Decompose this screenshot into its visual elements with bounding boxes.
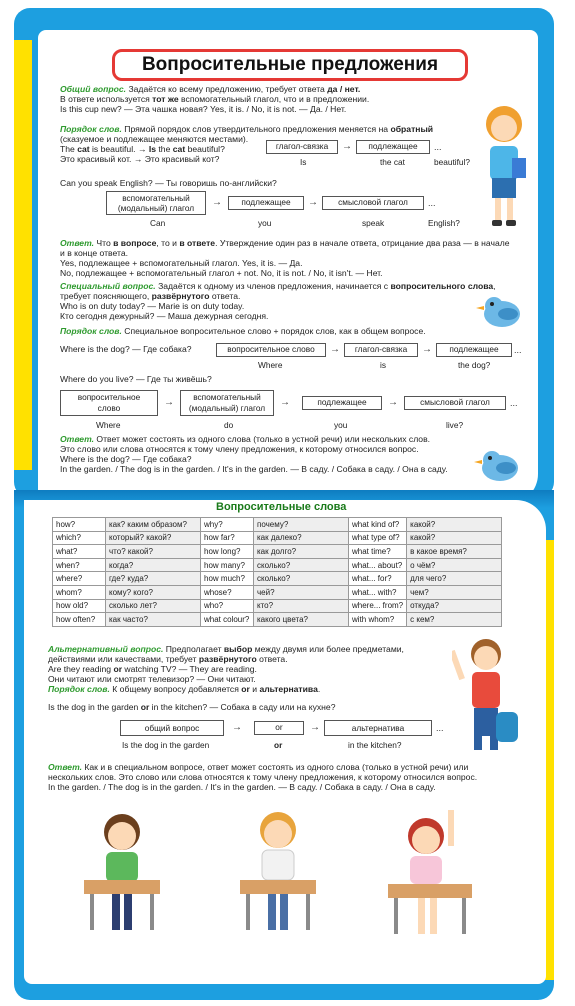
translation-cell: какой? xyxy=(407,531,502,545)
table-row xyxy=(53,599,502,613)
alt-answer-3: In the garden. / The dog is in the garden. / It's in the garden. — В саду. / Собака в саду. / Она в саду. xyxy=(48,782,436,792)
special-answer-1: Ответ. Ответ может состоять из одного слова (только в устной речи) или нескольких слов. xyxy=(60,434,431,444)
girl-illustration xyxy=(478,102,530,230)
page-title-box xyxy=(112,49,468,81)
table-title: Вопросительные слова xyxy=(216,501,347,513)
alt-line-2: действиями или качествами, требует развёрнутого ответа. xyxy=(48,654,288,664)
word-in-the-kitchen: in the kitchen? xyxy=(348,740,402,750)
special-answer-3: Where is the dog? — Где собака? xyxy=(60,454,192,464)
boy-at-desk-illustration xyxy=(82,810,162,940)
special-answer-2: Это слово или слова относятся к тому члену предложения, к которому относился вопрос. xyxy=(60,444,419,454)
alt-line-3: Are they reading or watching TV? — They are reading. xyxy=(48,664,257,674)
arrow-icon: → xyxy=(422,344,432,355)
box-main-verb: смысловой глагол xyxy=(322,196,424,210)
translation-cell: какого цвета? xyxy=(254,613,349,627)
word-the-cat: the cat xyxy=(380,157,405,167)
box-question-word: вопросительное слово xyxy=(216,343,326,357)
question-word-cell: when? xyxy=(53,558,106,572)
ellipsis-icon: ... xyxy=(514,345,522,355)
question-word-cell: how far? xyxy=(201,531,254,545)
arrow-icon: → xyxy=(280,397,290,408)
translation-cell: в какое время? xyxy=(407,545,502,559)
table-row xyxy=(53,545,502,559)
ellipsis-icon: ... xyxy=(436,723,444,733)
alt-line-1: Альтернативный вопрос. Предполагает выбор между двумя или более предметами, xyxy=(48,644,404,654)
question-word-cell: whom? xyxy=(53,585,106,599)
translation-cell: где? куда? xyxy=(106,572,201,586)
table-row xyxy=(53,518,502,532)
box-aux-verb: вспомогательный (модальный) глагол xyxy=(106,191,206,215)
question-word-cell: who? xyxy=(201,599,254,613)
general-example-1: The cat is beautiful. → Is the cat beautiful? xyxy=(60,144,225,154)
alt-line-4: Они читают или смотрят телевизор? — Они читают. xyxy=(48,674,256,684)
question-word-cell: what kind of? xyxy=(349,518,407,532)
general-order-2: (сказуемое и подлежащее меняются местами). xyxy=(60,134,249,144)
special-order: Порядок слов. Специальное вопросительное слово + порядок слов, как в общем вопросе. xyxy=(60,326,426,336)
table-row xyxy=(53,585,502,599)
translation-cell: сколько? xyxy=(254,558,349,572)
translation-cell: как? каким образом? xyxy=(106,518,201,532)
general-example-2: Это красивый кот. → Это красивый кот? xyxy=(60,154,220,164)
boy-illustration xyxy=(452,636,524,756)
special-line-4: Кто сегодня дежурный? — Маша дежурная сегодня. xyxy=(60,311,269,321)
special-line-2: требует поясняющего, развёрнутого ответа. xyxy=(60,291,241,301)
speak-question: Can you speak English? — Ты говоришь по-английски? xyxy=(60,178,277,188)
box-subject: подлежащее xyxy=(356,140,430,154)
decor-stripe xyxy=(14,40,32,470)
question-word-cell: whose? xyxy=(201,585,254,599)
general-line-2: В ответе используется тот же вспомогательный глагол, что и в предложении. xyxy=(60,94,370,104)
question-word-cell: with whom? xyxy=(349,613,407,627)
question-word-cell: what time? xyxy=(349,545,407,559)
question-word-cell: how much? xyxy=(201,572,254,586)
question-word-cell: how old? xyxy=(53,599,106,613)
question-word-cell: how many? xyxy=(201,558,254,572)
word-you: you xyxy=(258,218,272,228)
translation-cell: чей? xyxy=(254,585,349,599)
arrow-icon: → xyxy=(164,397,174,408)
question-word-cell: where? xyxy=(53,572,106,586)
question-word-cell: why? xyxy=(201,518,254,532)
box-subject: подлежащее xyxy=(302,396,382,410)
bird-illustration xyxy=(472,446,528,486)
ellipsis-icon: ... xyxy=(428,198,436,208)
box-main-verb: смысловой глагол xyxy=(404,396,506,410)
translation-cell: который? какой? xyxy=(106,531,201,545)
translation-cell: что? какой? xyxy=(106,545,201,559)
girl-raising-hand-illustration xyxy=(386,806,476,942)
translation-cell: когда? xyxy=(106,558,201,572)
word-beautiful: beautiful? xyxy=(434,157,470,167)
special-q1: Where is the dog? — Где собака? xyxy=(60,344,192,354)
translation-cell: сколько? xyxy=(254,572,349,586)
general-answer-4: No, подлежащее + вспомогательный глагол + not. No, it is not. / No, it isn't. — Нет. xyxy=(60,268,383,278)
question-word-cell: what... about? xyxy=(349,558,407,572)
question-word-cell: what type of? xyxy=(349,531,407,545)
word-you: you xyxy=(334,420,348,430)
arrow-icon: → xyxy=(232,722,242,733)
word-english: English? xyxy=(428,218,460,228)
translation-cell: для чего? xyxy=(407,572,502,586)
box-linking-verb: глагол-связка xyxy=(266,140,338,154)
question-word-cell: what... for? xyxy=(349,572,407,586)
word-is: is xyxy=(380,360,386,370)
box-linking-verb: глагол-связка xyxy=(344,343,418,357)
box-subject: подлежащее xyxy=(436,343,512,357)
translation-cell: откуда? xyxy=(407,599,502,613)
box-subject: подлежащее xyxy=(228,196,304,210)
translation-cell: как часто? xyxy=(106,613,201,627)
box-question-word: вопросительное слово xyxy=(60,390,158,416)
alt-answer-1: Ответ. Как и в специальном вопросе, ответ может состоять из одного слова (только в устной речи) или xyxy=(48,762,469,772)
arrow-icon: → xyxy=(308,197,318,208)
word-where: Where xyxy=(96,420,121,430)
translation-cell: кому? кого? xyxy=(106,585,201,599)
translation-cell: чем? xyxy=(407,585,502,599)
arrow-icon: → xyxy=(330,344,340,355)
question-word-cell: which? xyxy=(53,531,106,545)
alt-question: Is the dog in the garden or in the kitchen? — Собака в саду или на кухне? xyxy=(48,702,336,712)
table-row xyxy=(53,531,502,545)
word-live: live? xyxy=(446,420,464,430)
special-line-1: Специальный вопрос. Задаётся к одному из членов предложения, начинается с вопросительного слова, xyxy=(60,281,496,291)
question-word-cell: how long? xyxy=(201,545,254,559)
alt-order: Порядок слов. К общему вопросу добавляется or и альтернатива. xyxy=(48,684,321,694)
word-is-the-dog: Is the dog in the garden xyxy=(122,740,210,750)
general-answer-3: Yes, подлежащее + вспомогательный глагол. Yes, it is. — Да. xyxy=(60,258,303,268)
word-speak: speak xyxy=(362,218,385,228)
translation-cell: почему? xyxy=(254,518,349,532)
bird-illustration xyxy=(474,292,530,332)
special-q2: Where do you live? — Где ты живёшь? xyxy=(60,374,212,384)
box-or: or xyxy=(254,721,304,735)
question-word-cell: what colour? xyxy=(201,613,254,627)
special-answer-4: In the garden. / The dog is in the garden. / It's in the garden. — В саду. / Собака в саду. / Она в саду. xyxy=(60,464,448,474)
question-words-table xyxy=(52,517,502,627)
translation-cell: с кем? xyxy=(407,613,502,627)
table-row xyxy=(53,572,502,586)
question-word-cell: what? xyxy=(53,545,106,559)
table-row xyxy=(53,613,502,627)
question-word-cell: where... from? xyxy=(349,599,407,613)
word-do: do xyxy=(224,420,234,430)
translation-cell: как далеко? xyxy=(254,531,349,545)
translation-cell: какой? xyxy=(407,518,502,532)
special-line-3: Who is on duty today? — Marie is on duty today. xyxy=(60,301,245,311)
word-or: or xyxy=(274,740,283,750)
translation-cell: кто? xyxy=(254,599,349,613)
general-line-1: Общий вопрос. Задаётся ко всему предложению, требует ответа да / нет. xyxy=(60,84,361,94)
question-word-cell: how often? xyxy=(53,613,106,627)
word-the-dog: the dog? xyxy=(458,360,491,370)
general-answer-2: и в конце ответа. xyxy=(60,248,129,258)
arrow-icon: → xyxy=(342,141,352,152)
translation-cell: сколько лет? xyxy=(106,599,201,613)
general-answer-1: Ответ. Что в вопросе, то и в ответе. Утверждение один раз в начале ответа, отрицание два раза — в начале xyxy=(60,238,510,248)
word-is: Is xyxy=(300,157,307,167)
box-general-question: общий вопрос xyxy=(120,720,224,736)
boy-writing-illustration xyxy=(238,808,318,940)
general-order-1: Порядок слов. Прямой порядок слов утвердительного предложения меняется на обратный xyxy=(60,124,434,134)
table-row xyxy=(53,558,502,572)
box-alternative: альтернатива xyxy=(324,720,432,736)
arrow-icon: → xyxy=(310,722,320,733)
translation-cell: о чём? xyxy=(407,558,502,572)
word-where: Where xyxy=(258,360,283,370)
translation-cell: как долго? xyxy=(254,545,349,559)
box-aux-verb: вспомогательный (модальный) глагол xyxy=(180,390,274,416)
arrow-icon: → xyxy=(388,397,398,408)
ellipsis-icon: ... xyxy=(434,142,442,152)
question-word-cell: how? xyxy=(53,518,106,532)
alt-answer-2: нескольких слов. Это слово или слова относятся к тому члену предложения, к которому относился вопрос. xyxy=(48,772,478,782)
word-can: Can xyxy=(150,218,166,228)
question-word-cell: what... with? xyxy=(349,585,407,599)
page-title: Вопросительные предложения xyxy=(141,54,439,75)
arrow-icon: → xyxy=(212,197,222,208)
ellipsis-icon: ... xyxy=(510,398,518,408)
general-line-3: Is this cup new? — Эта чашка новая? Yes, it is. / No, it is not. — Да. / Нет. xyxy=(60,104,347,114)
